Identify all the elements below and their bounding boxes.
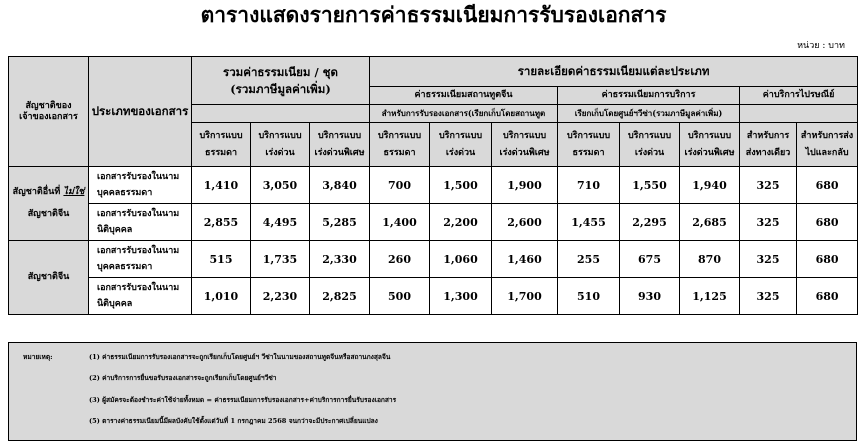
fee-cell: 325 bbox=[740, 167, 797, 204]
header-detail: รายละเอียดค่าธรรมเนียมแต่ละประเภท bbox=[370, 57, 858, 87]
fee-cell: 680 bbox=[797, 167, 858, 204]
fee-cell: 680 bbox=[797, 241, 858, 278]
fee-cell: 5,285 bbox=[310, 204, 370, 241]
col-embassy-special: บริการแบบ เร่งด่วนพิเศษ bbox=[492, 123, 558, 167]
fee-table bbox=[8, 56, 858, 315]
notes-label: หมายเหตุ: bbox=[23, 353, 53, 361]
fee-cell: 325 bbox=[740, 278, 797, 315]
header-service-fee: ค่าธรรมเนียมการบริการ bbox=[558, 87, 740, 105]
fee-cell: 3,840 bbox=[310, 167, 370, 204]
fee-cell: 325 bbox=[740, 204, 797, 241]
fee-cell: 510 bbox=[558, 278, 620, 315]
doc-type-cell: เอกสารรับรองในนาม นิติบุคคล bbox=[89, 204, 192, 241]
fee-cell: 1,125 bbox=[680, 278, 740, 315]
fee-cell: 2,600 bbox=[492, 204, 558, 241]
unit-label: หน่วย : บาท bbox=[797, 41, 845, 51]
doc-type-cell: เอกสารรับรองในนาม บุคคลธรรมดา bbox=[89, 241, 192, 278]
doc-type-cell: เอกสารรับรองในนาม นิติบุคคล bbox=[89, 278, 192, 315]
fee-cell: 675 bbox=[620, 241, 680, 278]
col-service-special: บริการแบบ เร่งด่วนพิเศษ bbox=[680, 123, 740, 167]
nationality-group: สัญชาติอื่นที่ ไม่ใช่ สัญชาติจีน bbox=[9, 167, 89, 241]
header-postal-fee: ค่าบริการไปรษณีย์ bbox=[740, 87, 858, 105]
fee-cell: 1,735 bbox=[251, 241, 310, 278]
fee-cell: 1,500 bbox=[430, 167, 492, 204]
header-total-sub: (รวมภาษีมูลค่าเพิ่ม) bbox=[230, 81, 331, 96]
note-item: (5) ตารางค่าธรรมเนียมนี้มีผลบังคับใช้ตั้งแต่วันที่ 1 กรกฎาคม 2568 จนกว่าจะมีประกาศเปลี่ยนแปลง bbox=[89, 417, 378, 425]
page-title: ตารางแสดงรายการค่าธรรมเนียมการรับรองเอกสาร bbox=[200, 2, 667, 27]
note-item: (2) ค่าบริการการยื่นขอรับรองเอกสารจะถูกเรียกเก็บโดยศูนย์ฯวีซ่า bbox=[89, 374, 277, 382]
postal-fee-note bbox=[740, 105, 858, 123]
header-nationality: สัญชาติของเจ้าของเอกสาร bbox=[9, 57, 89, 167]
fee-cell: 1,455 bbox=[558, 204, 620, 241]
header-total bbox=[192, 57, 370, 105]
col-total-special: บริการแบบ เร่งด่วนพิเศษ bbox=[310, 123, 370, 167]
fee-cell: 1,460 bbox=[492, 241, 558, 278]
fee-cell: 2,855 bbox=[192, 204, 251, 241]
fee-cell: 4,495 bbox=[251, 204, 310, 241]
fee-cell: 870 bbox=[680, 241, 740, 278]
fee-cell: 515 bbox=[192, 241, 251, 278]
fee-cell: 1,550 bbox=[620, 167, 680, 204]
fee-cell: 2,200 bbox=[430, 204, 492, 241]
col-total-normal: บริการแบบ ธรรมดา bbox=[192, 123, 251, 167]
notes-box bbox=[8, 342, 857, 441]
fee-cell: 260 bbox=[370, 241, 430, 278]
fee-cell: 1,410 bbox=[192, 167, 251, 204]
col-service-express: บริการแบบ เร่งด่วน bbox=[620, 123, 680, 167]
fee-cell: 2,330 bbox=[310, 241, 370, 278]
fee-cell: 700 bbox=[370, 167, 430, 204]
fee-cell: 255 bbox=[558, 241, 620, 278]
fee-cell: 710 bbox=[558, 167, 620, 204]
col-postal-one-way: สำหรับการ ส่งทางเดียว bbox=[740, 123, 797, 167]
fee-cell: 1,700 bbox=[492, 278, 558, 315]
nationality-group: สัญชาติจีน bbox=[9, 241, 89, 315]
note-item: (1) ค่าธรรมเนียมการรับรองเอกสารจะถูกเรียกเก็บโดยศูนย์ฯ วีซ่าในนามของสถานทูตจีนหรือสถานกงสุลจีน bbox=[89, 353, 391, 361]
header-embassy-fee: ค่าธรรมเนียมสถานทูตจีน bbox=[370, 87, 558, 105]
header-doc-type: ประเภทของเอกสาร bbox=[89, 57, 192, 167]
fee-cell: 680 bbox=[797, 278, 858, 315]
fee-cell: 2,825 bbox=[310, 278, 370, 315]
fee-cell: 2,685 bbox=[680, 204, 740, 241]
header-embassy-sub: สำหรับการรับรองเอกสาร(เรียกเก็บโดยสถานทูต bbox=[370, 105, 558, 123]
fee-cell: 2,230 bbox=[251, 278, 310, 315]
fee-cell: 1,010 bbox=[192, 278, 251, 315]
col-service-normal: บริการแบบ ธรรมดา bbox=[558, 123, 620, 167]
fee-cell: 3,050 bbox=[251, 167, 310, 204]
col-embassy-normal: บริการแบบ ธรรมดา bbox=[370, 123, 430, 167]
embassy-fee-note bbox=[192, 105, 370, 123]
fee-cell: 1,060 bbox=[430, 241, 492, 278]
fee-cell: 2,295 bbox=[620, 204, 680, 241]
fee-cell: 1,940 bbox=[680, 167, 740, 204]
fee-cell: 930 bbox=[620, 278, 680, 315]
header-total-title: รวมค่าธรรมเนียม / ชุด bbox=[223, 64, 338, 79]
fee-cell: 500 bbox=[370, 278, 430, 315]
note-item: (3) ผู้สมัครจะต้องชำระค่าใช้จ่ายทั้งหมด = ค่าธรรมเนียมการรับรองเอกสาร+ค่าบริการการยื่นรับรองเอกสาร bbox=[89, 396, 397, 404]
col-embassy-express: บริการแบบ เร่งด่วน bbox=[430, 123, 492, 167]
col-postal-round-trip: สำหรับการส่ง ไปและกลับ bbox=[797, 123, 858, 167]
header-service-sub: เรียกเก็บโดยศูนย์ฯวีซ่า(รวมภาษีมูลค่าเพิ่ม) bbox=[558, 105, 740, 123]
fee-cell: 325 bbox=[740, 241, 797, 278]
fee-cell: 680 bbox=[797, 204, 858, 241]
fee-cell: 1,300 bbox=[430, 278, 492, 315]
fee-cell: 1,400 bbox=[370, 204, 430, 241]
doc-type-cell: เอกสารรับรองในนาม บุคคลธรรมดา bbox=[89, 167, 192, 204]
fee-cell: 1,900 bbox=[492, 167, 558, 204]
col-total-express: บริการแบบ เร่งด่วน bbox=[251, 123, 310, 167]
